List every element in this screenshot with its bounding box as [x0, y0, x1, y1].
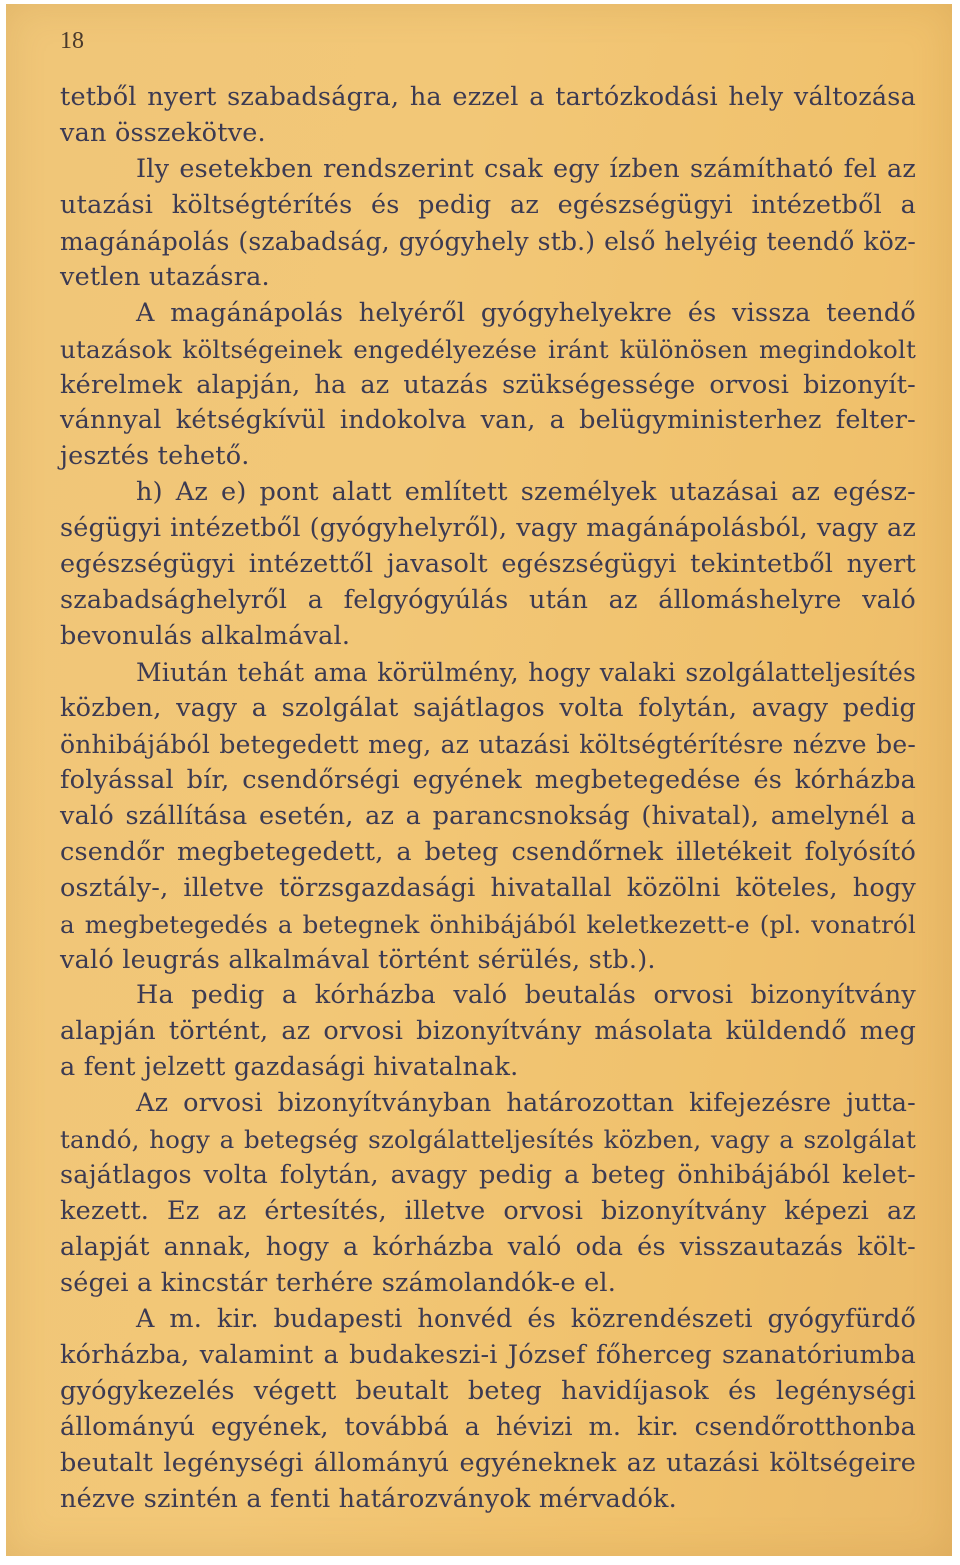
text-line: tetből nyert szabadságra, ha ezzel a tartózkodási hely változása: [60, 82, 916, 112]
text-line: vetlen utazásra.: [60, 261, 270, 292]
text-line: egészségügyi intézettől javasolt egészségügyi tekintetből nyert: [60, 549, 916, 580]
text-line: jesztés tehető.: [60, 441, 250, 472]
text-line: kezett. Ez az értesítés, illetve orvosi bizonyítvány képezi az: [60, 1196, 916, 1227]
text-line: a fent jelzett gazdasági hivatalnak.: [60, 1052, 519, 1083]
text-line: nézve szintén a fenti határozványok mérvadók.: [60, 1483, 677, 1514]
text-line: állományú egyének, továbbá a hévizi m. kir. csendőrotthonba: [60, 1411, 916, 1442]
page-number: 18: [60, 28, 84, 54]
text-line: magánápolás (szabadság, gyógyhely stb.) első helyéig teendő köz-: [60, 226, 916, 256]
text-line: önhibájából betegedett meg, az utazási költségtérítésre nézve be-: [60, 729, 916, 759]
text-line: van összekötve.: [60, 117, 266, 148]
text-line: Ha pedig a kórházba való beutalás orvosi bizonyítvány: [136, 980, 916, 1011]
text-line: h) Az e) pont alatt említett személyek utazásai az egész-: [136, 477, 916, 508]
text-line: Az orvosi bizonyítványban határozottan kifejezésre jutta-: [136, 1088, 916, 1119]
text-line: bevonulás alkalmával.: [60, 621, 351, 652]
book-page: [6, 4, 952, 1556]
body-text: [60, 80, 916, 1518]
text-line: sajátlagos volta folytán, avagy pedig a beteg önhibájából kelet-: [60, 1160, 916, 1191]
text-line: való szállítása esetén, az a parancsnokság (hivatal), amelynél a: [60, 800, 916, 831]
text-line: ségügyi intézetből (gyógyhelyről), vagy magánápolásból, vagy az: [60, 513, 916, 544]
text-line: utazási költségtérítés és pedig az egészségügyi intézetből a: [60, 189, 916, 220]
text-line: csendőr megbetegedett, a beteg csendőrnek illetékeit folyósító: [60, 836, 916, 867]
text-line: kérelmek alapján, ha az utazás szükségessége orvosi bizonyít-: [60, 369, 916, 400]
text-line: a megbetegedés a betegnek önhibájából keletkezett-e (pl. vonatról: [60, 909, 916, 939]
text-line: osztály-, illetve törzsgazdasági hivatallal közölni köteles, hogy: [60, 872, 916, 903]
text-line: közben, vagy a szolgálat sajátlagos volta folytán, avagy pedig: [60, 692, 916, 723]
text-line: való leugrás alkalmával történt sérülés, stb.).: [60, 944, 656, 975]
text-line: kórházba, valamint a budakeszi-i József főherceg szanatóriumba: [60, 1339, 916, 1370]
text-line: vánnyal kétségkívül indokolva van, a belügyministerhez felter-: [60, 405, 916, 436]
text-line: szabadsághelyről a felgyógyúlás után az állomáshelyre való: [60, 585, 916, 616]
text-line: A magánápolás helyéről gyógyhelyekre és vissza teendő: [136, 297, 916, 328]
text-line: ségei a kincstár terhére számolandók-e el.: [60, 1267, 617, 1298]
text-line: Miután tehát ama körülmény, hogy valaki szolgálatteljesítés: [136, 658, 916, 687]
text-line: beutalt legénységi állományú egyéneknek az utazási költségeire: [60, 1447, 916, 1478]
text-line: alapján történt, az orvosi bizonyítvány másolata küldendő meg: [60, 1016, 916, 1047]
text-line: folyással bír, csendőrségi egyének megbetegedése és kórházba: [60, 764, 916, 795]
text-line: utazások költségeinek engedélyezése iránt különösen megindokolt: [60, 334, 916, 364]
text-line: tandó, hogy a betegség szolgálatteljesítés közben, vagy a szolgálat: [60, 1125, 916, 1155]
text-line: A m. kir. budapesti honvéd és közrendészeti gyógyfürdő: [136, 1303, 916, 1334]
text-line: alapját annak, hogy a kórházba való oda és visszautazás költ-: [60, 1232, 916, 1262]
text-line: Ily esetekben rendszerint csak egy ízben számítható fel az: [136, 153, 916, 184]
text-line: gyógykezelés végett beutalt beteg havidíjasok és legénységi: [60, 1375, 916, 1406]
